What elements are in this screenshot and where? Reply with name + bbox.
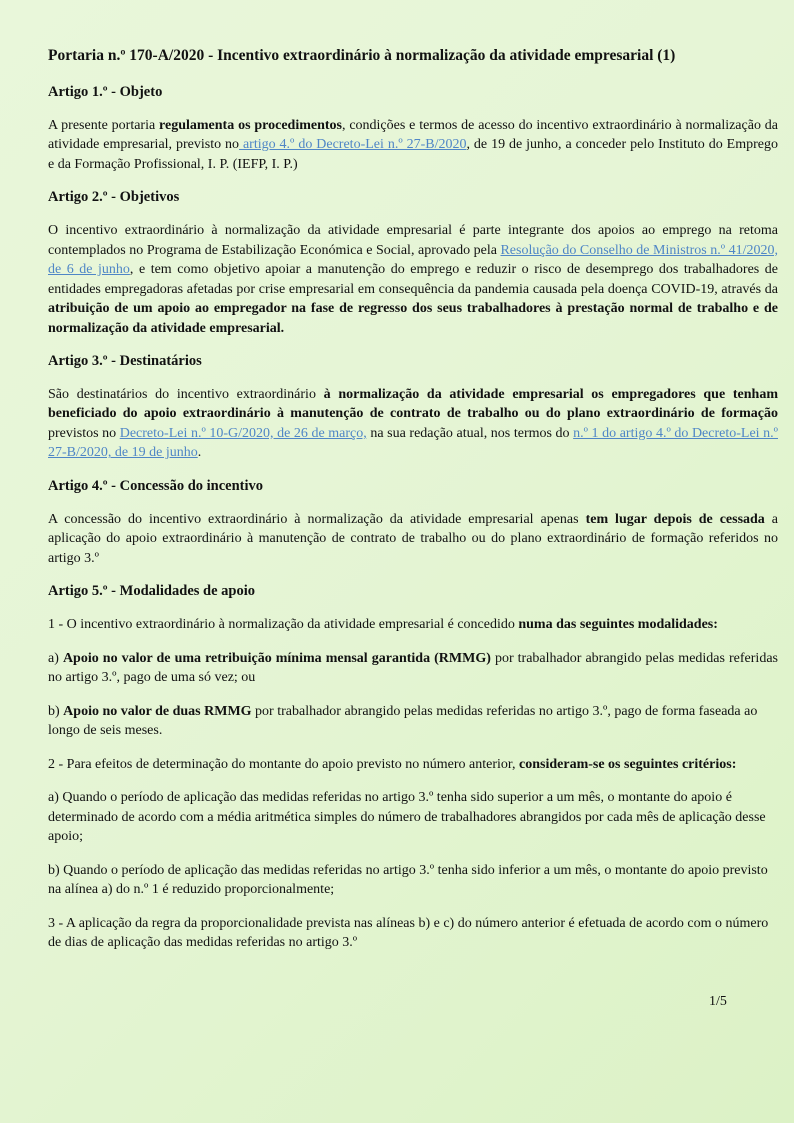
- text-run: A presente portaria: [48, 117, 160, 133]
- link-decreto-lei-27b[interactable]: artigo 4.º do Decreto-Lei n.º 27-B/2020: [239, 137, 467, 153]
- article-3-text: [48, 385, 778, 463]
- text-run: , de 19 de junho, a conceder pelo Instituto do Emprego e da Formação Profissional, I. P. (IEFP, I. P.): [48, 137, 778, 172]
- bold-run: consideram-se os seguintes critérios:: [519, 756, 737, 772]
- link-resolucao-conselho-ministros[interactable]: Resolução do Conselho de Ministros n.º 41/2020, de 6 de junho: [48, 242, 779, 278]
- text-run: por trabalhador abrangido pelas medidas referidas no artigo 3.º, pago de uma só vez; ou: [48, 650, 778, 686]
- text-run: previstos no: [48, 425, 120, 441]
- bold-run: atribuição de um apoio ao empregador na fase de regresso dos seus trabalhadores à prestação normal de trabalho e de normalização da atividade empresarial.: [48, 301, 778, 336]
- text-run: na sua redação atual, nos termos do: [366, 425, 574, 441]
- article-5-paragraph-2b: b) Quando o período de aplicação das medidas referidas no artigo 3.º tenha sido inferior a um mês, o montante do apoio previsto na alínea a) do n.º 1 é reduzido proporcionalmente;: [48, 862, 768, 898]
- text-run: 2 - Para efeitos de determinação do montante do apoio previsto no número anterior,: [48, 756, 520, 772]
- text-run: a): [48, 650, 63, 666]
- text-run: 1 - O incentivo extraordinário à normalização da atividade empresarial é concedido: [48, 617, 519, 633]
- article-4-text: [48, 510, 778, 569]
- bold-run: à normalização da atividade empresarial os empregadores que tenham beneficiado do apoio extraordinário à manutenção de contrato de trabalho ou do plano extraordinário de formação: [48, 386, 778, 422]
- article-2-heading: Artigo 2.º - Objetivos: [48, 189, 180, 206]
- article-1-heading: Artigo 1.º - Objeto: [48, 83, 163, 100]
- article-5-paragraph-3: 3 - A aplicação da regra da proporcionalidade prevista nas alíneas b) e c) do número anterior é efetuada de acordo com o número de dias de aplicação das medidas referidas no artigo 3.º: [48, 915, 769, 951]
- bold-run: Apoio no valor de uma retribuição mínima mensal garantida (RMMG): [62, 650, 491, 666]
- bold-run: tem lugar depois de cessada: [585, 511, 765, 527]
- text-run: São destinatários do incentivo extraordinário: [48, 386, 324, 402]
- text-run: A concessão do incentivo extraordinário à normalização da atividade empresarial apenas: [48, 511, 586, 527]
- text-run: , e tem como objetivo apoiar a manutenção do emprego e reduzir o risco de desemprego dos trabalhadores de entidades empregadoras afetadas por crise empresarial em consequência da pandemia causada pela doença COVID-19, através da: [48, 262, 778, 297]
- bold-run: regulamenta os procedimentos: [159, 117, 342, 133]
- link-artigo-4-decreto-lei-27b[interactable]: n.º 1 do artigo 4.º do Decreto-Lei n.º 27-B/2020, de 19 de junho: [48, 425, 778, 461]
- text-run: a aplicação do apoio extraordinário à manutenção de contrato de trabalho ou do plano extraordinário de formação referidos no artigo 3.º: [48, 511, 778, 566]
- bold-run: Apoio no valor de duas RMMG: [63, 703, 252, 719]
- article-5-item-b: [48, 702, 778, 741]
- text-run: por trabalhador abrangido pelas medidas referidas no artigo 3.º, pago de forma faseada ao longo de seis meses.: [48, 703, 758, 739]
- article-3-heading: Artigo 3.º - Destinatários: [48, 353, 202, 370]
- article-5-paragraph-2a: a) Quando o período de aplicação das medidas referidas no artigo 3.º tenha sido superior a um mês, o montante do apoio é determinado de acordo com a média aritmética simples do número de trabalhadores abrangidos por cada mês de aplicação desse apoio;: [48, 790, 766, 845]
- bold-run: numa das seguintes modalidades:: [518, 617, 718, 633]
- text-run: .: [197, 445, 202, 461]
- text-run: b): [48, 703, 64, 719]
- page-number: 1/5: [709, 994, 727, 1009]
- article-4-heading: Artigo 4.º - Concessão do incentivo: [48, 477, 264, 494]
- text-run: O incentivo extraordinário à normalização da atividade empresarial é parte integrante dos apoios ao emprego na retoma contemplados no Programa de Estabilização Económica e Social, aprovado pela: [48, 223, 778, 258]
- article-5-item-a: [48, 649, 778, 688]
- article-5-heading: Artigo 5.º - Modalidades de apoio: [48, 583, 255, 600]
- link-decreto-lei-10g[interactable]: Decreto-Lei n.º 10-G/2020, de 26 de março,: [119, 425, 367, 441]
- document-title: Portaria n.º 170-A/2020 - Incentivo extraordinário à normalização da atividade empresarial (1): [48, 47, 676, 64]
- article-2-text: [48, 221, 778, 338]
- text-run: , condições e termos de acesso do incentivo extraordinário à normalização da atividade empresarial, previsto no: [48, 117, 779, 153]
- article-1-text: [48, 116, 778, 175]
- article-5-paragraph-1: [48, 615, 778, 635]
- article-5-paragraph-2: [48, 755, 778, 775]
